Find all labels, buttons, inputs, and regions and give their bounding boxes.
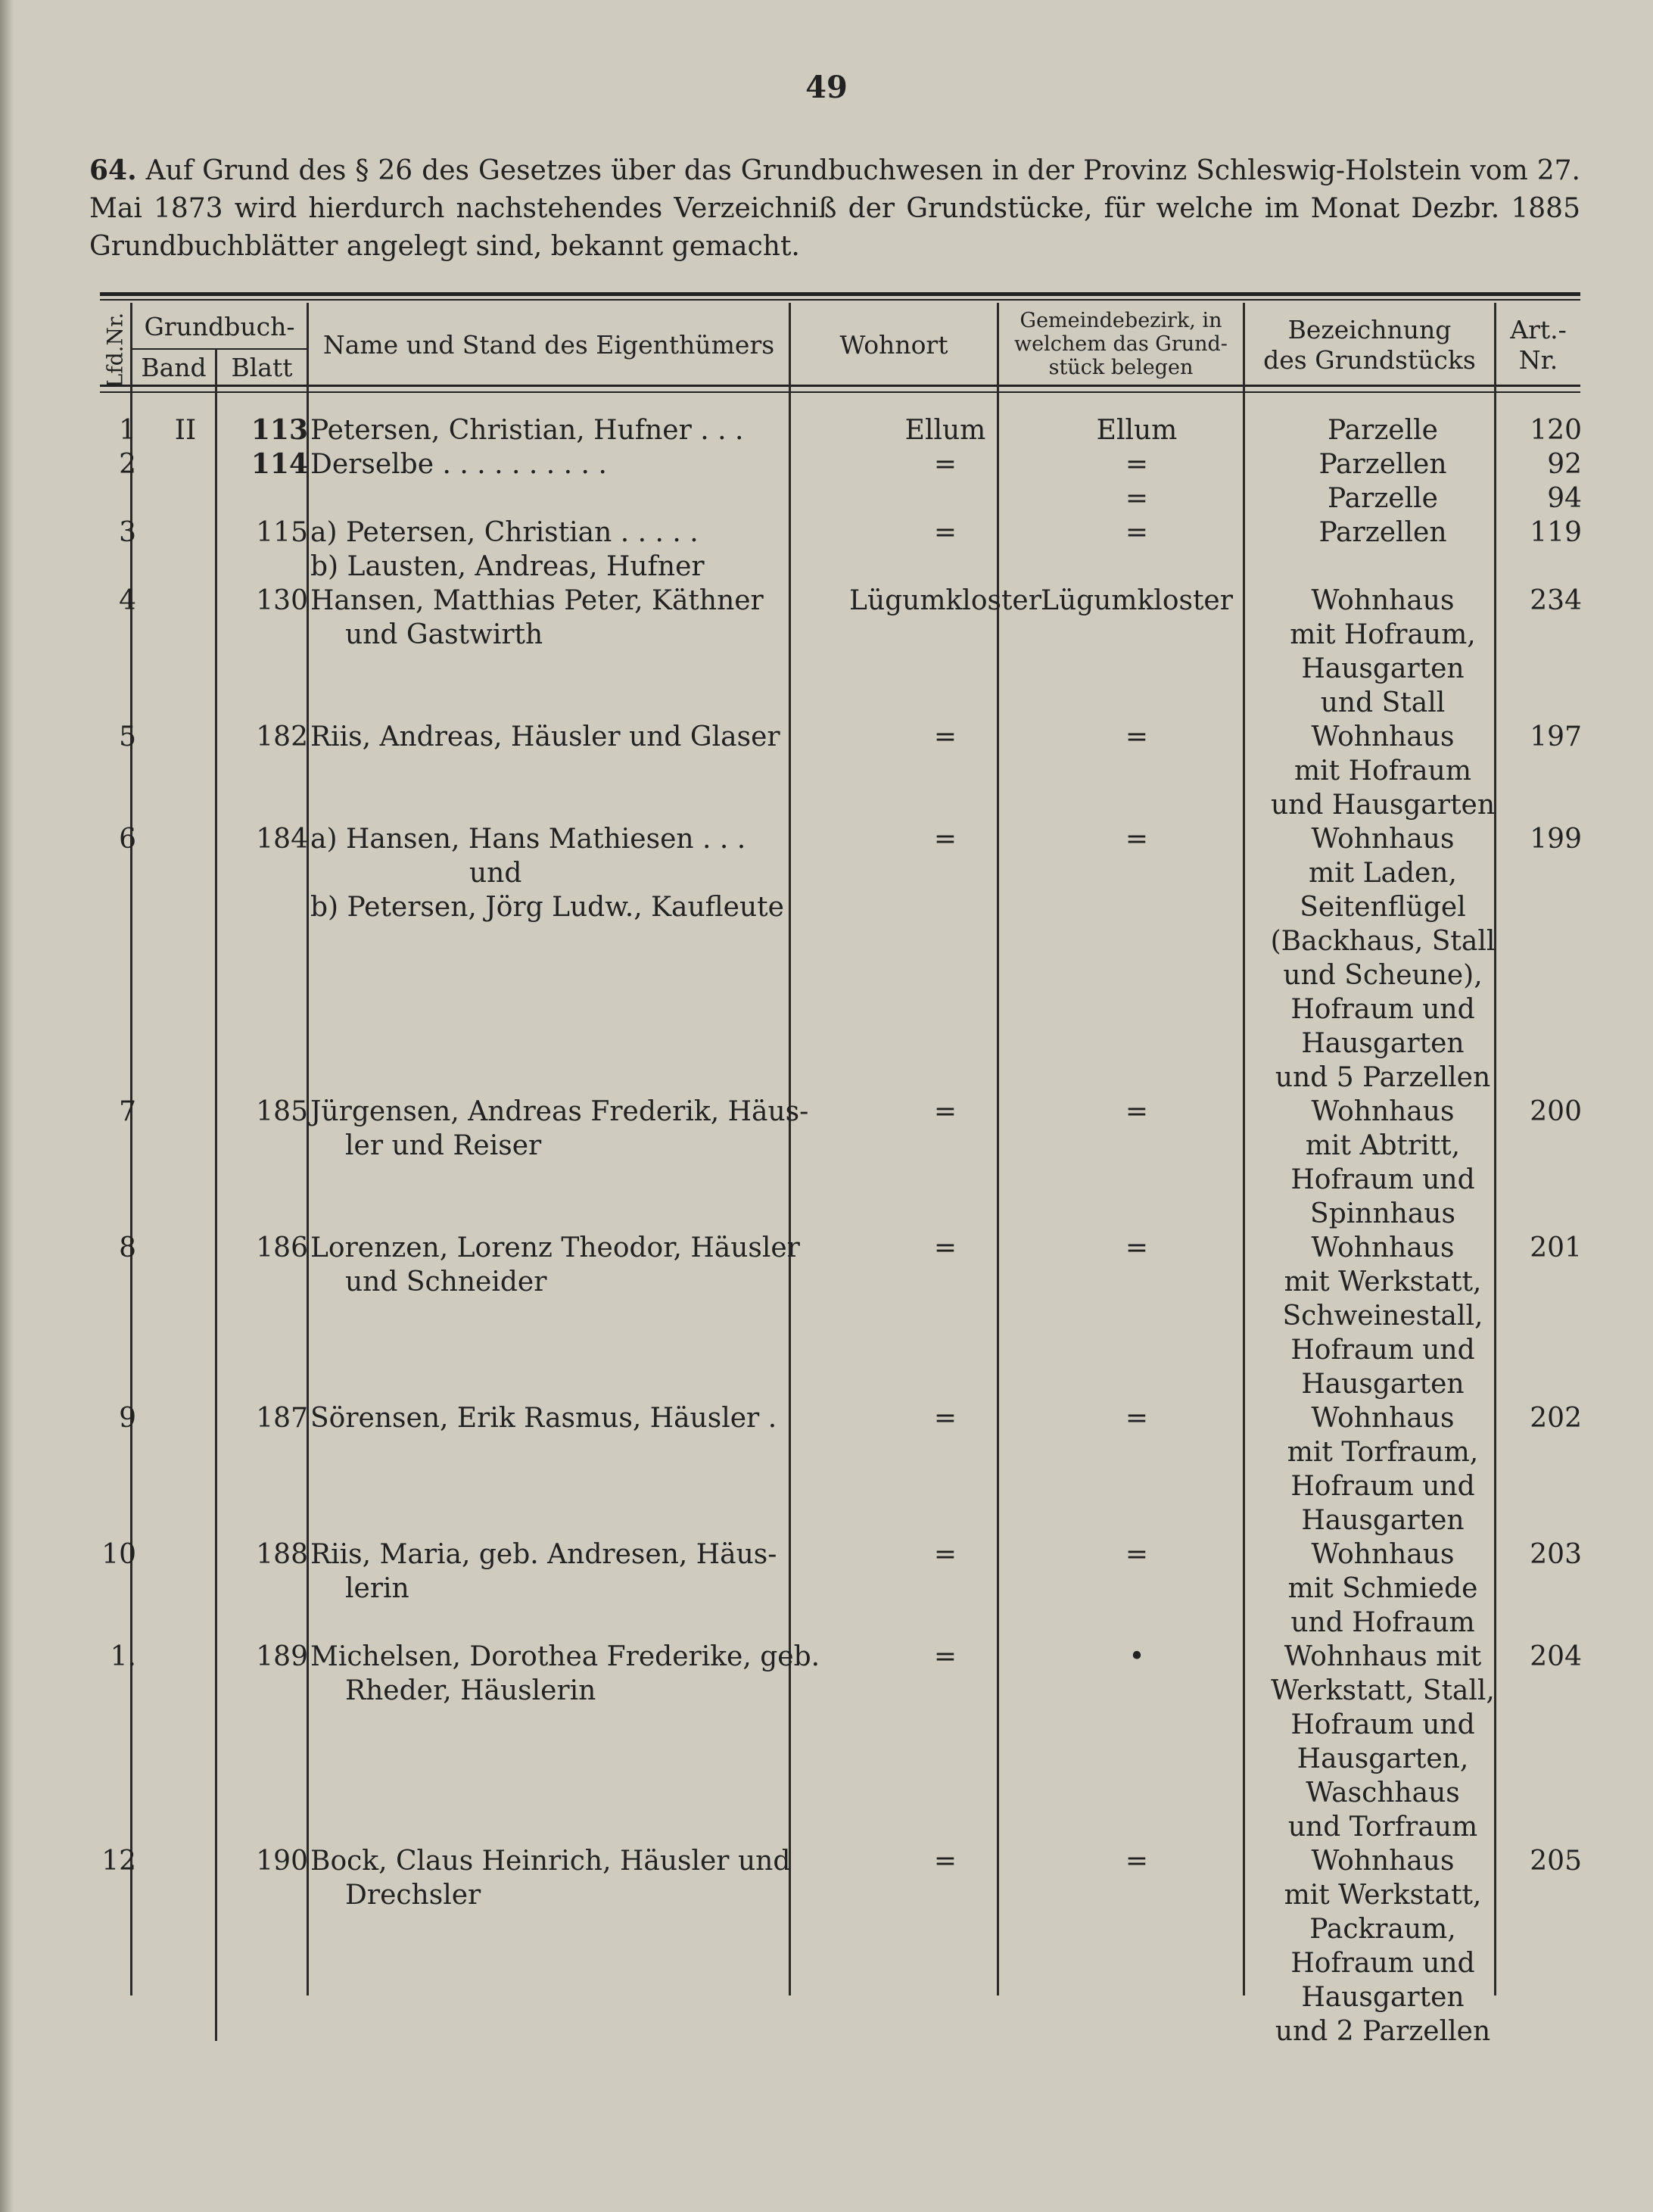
cell-bezeichnung-line: Hofraum und	[1290, 1471, 1475, 1502]
cell-blatt	[217, 1401, 308, 1435]
cell-name-line: und Schneider	[345, 1266, 547, 1298]
cell-bezeichnung-line: Hausgarten	[1301, 653, 1465, 684]
cell-bezeichnung-line: und Scheune),	[1283, 960, 1483, 991]
cell-blatt	[217, 447, 308, 481]
cell-name-line: Derselbe . . . . . . . . . .	[310, 449, 607, 480]
cell-blatt-line: 130	[256, 585, 308, 616]
cell-bezeichnung-line: mit Werkstatt,	[1284, 1880, 1482, 1911]
cell-name-line: Sörensen, Erik Rasmus, Häusler .	[310, 1403, 777, 1434]
cell-bezeichnung-line: Wohnhaus	[1311, 585, 1455, 616]
cell-bezeichnung	[1258, 720, 1508, 822]
cell-blatt-line: 186	[256, 1232, 308, 1263]
cell-bezeichnung	[1258, 1095, 1508, 1231]
cell-art-nr	[1491, 822, 1582, 856]
cell-wohnort-line: =	[933, 824, 957, 855]
header-gemeindebezirk: Gemeindebezirk, in welchem das Grund- stück belegen	[1014, 308, 1228, 379]
cell-bezeichnung-line: Wohnhaus	[1311, 1232, 1455, 1263]
cell-gemeindebezirk-line: =	[1125, 1403, 1149, 1434]
cell-name-line: a) Petersen, Christian . . . . .	[310, 517, 699, 548]
cell-bezeichnung	[1258, 1640, 1508, 1844]
intro-text: Auf Grund des § 26 des Gesetzes über das Grundbuchwesen in der Provinz Schleswig-Holstein vom 27. Mai 1873 wird hierdurch nachstehendes Verzeichniß der Grundstücke, für welche im Monat Dezbr. 1885 Grundbuchblätter angelegt sind, bekannt gemacht.	[89, 155, 1580, 262]
page-number: 49	[805, 70, 848, 105]
header-band: Band	[141, 353, 207, 382]
cell-bezeichnung-line: und Hofraum	[1290, 1607, 1475, 1638]
cell-art-nr-line: 119	[1530, 517, 1582, 548]
intro-paragraph	[89, 151, 1580, 266]
cell-art-nr-line: 94	[1547, 483, 1582, 514]
cell-gemeindebezirk	[985, 822, 1288, 856]
cell-name-line: a) Hansen, Hans Mathiesen . . .	[310, 824, 746, 855]
cell-lfd-nr-line: 2	[119, 449, 136, 480]
cell-band	[151, 413, 219, 447]
cell-lfd-nr-line: 6	[119, 824, 136, 855]
cell-bezeichnung	[1258, 1231, 1508, 1401]
cell-gemeindebezirk-line: =	[1125, 824, 1149, 855]
cell-gemeindebezirk-line: •	[1128, 1641, 1145, 1672]
cell-bezeichnung-line: Hausgarten	[1301, 1028, 1465, 1059]
cell-wohnort-line: =	[933, 1539, 957, 1570]
cell-gemeindebezirk-line: Lügumkloster	[1041, 585, 1233, 616]
cell-art-nr	[1491, 1095, 1582, 1129]
cell-gemeindebezirk	[985, 1640, 1288, 1674]
cell-blatt	[217, 1844, 308, 1878]
cell-bezeichnung-line: und Hausgarten	[1270, 790, 1496, 821]
cell-bezeichnung-line: Parzellen	[1318, 449, 1447, 480]
cell-name-line: und	[469, 858, 522, 889]
cell-lfd-nr-line: 8	[119, 1232, 136, 1263]
cell-gemeindebezirk-line: =	[1125, 1539, 1149, 1570]
cell-bezeichnung-line: Hofraum und	[1290, 1709, 1475, 1740]
cell-bezeichnung-line: Wohnhaus	[1311, 1403, 1455, 1434]
cell-art-nr	[1491, 516, 1582, 550]
cell-bezeichnung	[1258, 516, 1508, 550]
cell-gemeindebezirk	[985, 1401, 1288, 1435]
cell-blatt	[217, 822, 308, 856]
cell-name-line: b) Petersen, Jörg Ludw., Kaufleute	[310, 892, 784, 923]
cell-bezeichnung-line: Hofraum und	[1290, 1948, 1475, 1979]
cell-gemeindebezirk-line: =	[1125, 1232, 1149, 1263]
cell-gemeindebezirk-line: =	[1125, 1846, 1149, 1877]
cell-gemeindebezirk	[985, 1844, 1288, 1878]
cell-blatt	[217, 584, 308, 618]
cell-blatt	[217, 1537, 308, 1572]
cell-bezeichnung-line: mit Schmiede	[1287, 1573, 1478, 1604]
cell-lfd-nr-line: 4	[119, 585, 136, 616]
cell-lfd-nr	[100, 584, 136, 618]
cell-art-nr	[1491, 720, 1582, 754]
cell-bezeichnung-line: Wohnhaus	[1311, 1846, 1455, 1877]
cell-name-line: und Gastwirth	[345, 619, 543, 650]
page-edge-shadow	[0, 0, 14, 2212]
cell-wohnort-line: =	[933, 1096, 957, 1127]
cell-blatt-line: 188	[256, 1539, 308, 1570]
cell-art-nr-line: 199	[1530, 824, 1582, 855]
cell-blatt	[217, 720, 308, 754]
cell-gemeindebezirk	[985, 584, 1288, 618]
cell-bezeichnung-line: Seitenflügel	[1300, 892, 1466, 923]
cell-bezeichnung	[1258, 1401, 1508, 1537]
cell-gemeindebezirk	[985, 1537, 1288, 1572]
header-wohnort: Wohnort	[839, 330, 948, 360]
cell-gemeindebezirk	[985, 1231, 1288, 1265]
cell-lfd-nr	[100, 822, 136, 856]
cell-bezeichnung	[1258, 1844, 1508, 2048]
cell-blatt-line: 184	[256, 824, 308, 855]
cell-art-nr-line: 201	[1530, 1232, 1582, 1263]
cell-blatt-line: 113	[251, 414, 308, 446]
cell-lfd-nr	[100, 1231, 136, 1265]
cell-band-line: II	[174, 415, 197, 446]
cell-art-nr	[1491, 1401, 1582, 1435]
cell-lfd-nr	[100, 413, 136, 447]
cell-bezeichnung-line: Hofraum und	[1290, 1335, 1475, 1366]
cell-art-nr-line: 92	[1547, 449, 1582, 480]
cell-lfd-nr	[100, 1640, 136, 1674]
cell-gemeindebezirk-line: =	[1125, 721, 1149, 752]
cell-blatt	[217, 1095, 308, 1129]
cell-art-nr	[1491, 1844, 1582, 1878]
cell-lfd-nr-line: 1	[119, 415, 136, 446]
cell-lfd-nr-line: 9	[119, 1403, 136, 1434]
cell-bezeichnung-line: mit Hofraum	[1294, 756, 1471, 787]
cell-bezeichnung-line: Hausgarten	[1301, 1369, 1465, 1400]
cell-bezeichnung-line: Wohnhaus	[1311, 1096, 1455, 1127]
cell-bezeichnung-line: Schweinestall,	[1282, 1301, 1483, 1332]
cell-art-nr	[1491, 584, 1582, 618]
cell-wohnort-line: =	[933, 1641, 957, 1672]
cell-name-line: Lorenzen, Lorenz Theodor, Häusler	[310, 1232, 800, 1263]
cell-lfd-nr	[100, 1844, 136, 1878]
cell-blatt	[217, 1640, 308, 1674]
cell-bezeichnung-line: Waschhaus	[1306, 1777, 1460, 1809]
cell-bezeichnung-line: Spinnhaus	[1310, 1198, 1455, 1229]
cell-gemeindebezirk-line: Ellum	[1096, 415, 1178, 446]
cell-gemeindebezirk	[985, 447, 1288, 516]
header-bezeichnung: Bezeichnung des Grundstücks	[1263, 315, 1476, 375]
cell-bezeichnung-line: Wohnhaus	[1311, 824, 1455, 855]
cell-art-nr	[1491, 1537, 1582, 1572]
cell-wohnort-line: Ellum	[904, 415, 986, 446]
cell-art-nr-line: 204	[1530, 1641, 1582, 1672]
cell-name-line: Riis, Maria, geb. Andresen, Häus-	[310, 1539, 777, 1570]
header-lfd-nr: Lfd.Nr.	[102, 312, 128, 388]
cell-lfd-nr	[100, 1537, 136, 1572]
cell-bezeichnung-line: und 2 Parzellen	[1275, 2016, 1491, 2047]
cell-name-line: lerin	[345, 1573, 409, 1604]
cell-blatt-line: 114	[251, 448, 308, 480]
cell-bezeichnung-line: mit Hofraum,	[1290, 619, 1476, 650]
cell-blatt	[217, 413, 308, 447]
cell-lfd-nr-line: 5	[119, 721, 136, 752]
cell-bezeichnung-line: Werkstatt, Stall,	[1271, 1675, 1495, 1706]
cell-art-nr-line: 202	[1530, 1403, 1582, 1434]
cell-bezeichnung-line: Hofraum und	[1290, 994, 1475, 1025]
cell-name-line: Jürgensen, Andreas Frederik, Häus-	[310, 1096, 809, 1127]
cell-name-line: Drechsler	[345, 1880, 481, 1911]
cell-bezeichnung-line: Packraum,	[1309, 1914, 1456, 1945]
cell-bezeichnung	[1258, 822, 1508, 1095]
cell-art-nr	[1491, 413, 1582, 447]
cell-bezeichnung-line: Parzellen	[1318, 517, 1447, 548]
cell-blatt-line: 185	[256, 1096, 308, 1127]
cell-art-nr-line: 205	[1530, 1846, 1582, 1877]
cell-wohnort-line: =	[933, 449, 957, 480]
cell-wohnort-line: =	[933, 517, 957, 548]
cell-lfd-nr-line: 10	[101, 1539, 136, 1570]
cell-blatt-line: 189	[256, 1641, 308, 1672]
cell-lfd-nr	[100, 720, 136, 754]
cell-bezeichnung-line: Wohnhaus	[1311, 1539, 1455, 1570]
cell-wohnort-line: =	[933, 1232, 957, 1263]
cell-bezeichnung	[1258, 1537, 1508, 1640]
cell-lfd-nr-line: 12	[101, 1846, 136, 1877]
header-grundbuch: Grundbuch-	[144, 312, 295, 341]
cell-bezeichnung-line: mit Torfraum,	[1287, 1437, 1479, 1468]
cell-gemeindebezirk	[985, 1095, 1288, 1129]
cell-wohnort-line: =	[933, 1403, 957, 1434]
cell-name-line: b) Lausten, Andreas, Hufner	[310, 551, 705, 582]
cell-art-nr	[1491, 1231, 1582, 1265]
cell-bezeichnung-line: (Backhaus, Stall	[1270, 926, 1496, 957]
register-table	[100, 292, 1582, 2047]
cell-lfd-nr	[100, 516, 136, 550]
cell-bezeichnung-line: mit Laden,	[1309, 858, 1457, 889]
cell-blatt-line: 115	[256, 517, 308, 548]
cell-wohnort-line: =	[933, 1846, 957, 1877]
cell-bezeichnung-line: und 5 Parzellen	[1275, 1062, 1491, 1093]
cell-bezeichnung-line: Wohnhaus	[1311, 721, 1455, 752]
cell-bezeichnung-line: mit Werkstatt,	[1284, 1266, 1482, 1298]
intro-number: 64.	[89, 154, 137, 186]
table-body	[100, 292, 1582, 2047]
header-name: Name und Stand des Eigenthümers	[322, 330, 775, 360]
cell-bezeichnung-line: Parzelle	[1328, 483, 1438, 514]
cell-name-line: Bock, Claus Heinrich, Häusler und	[310, 1846, 791, 1877]
cell-blatt	[217, 1231, 308, 1265]
cell-bezeichnung-line: Hausgarten	[1301, 1982, 1465, 2013]
cell-bezeichnung-line: Hausgarten	[1301, 1505, 1465, 1536]
header-blatt: Blatt	[231, 353, 293, 382]
cell-gemeindebezirk	[985, 720, 1288, 754]
cell-gemeindebezirk-line: =	[1125, 517, 1149, 548]
cell-gemeindebezirk-line: =	[1125, 483, 1149, 514]
cell-lfd-nr-line: 7	[119, 1096, 136, 1127]
cell-bezeichnung	[1258, 447, 1508, 516]
cell-wohnort-line: =	[933, 721, 957, 752]
cell-name-line: Michelsen, Dorothea Frederike, geb.	[310, 1641, 820, 1672]
cell-bezeichnung-line: und Stall	[1320, 687, 1446, 718]
cell-art-nr-line: 120	[1530, 415, 1582, 446]
cell-bezeichnung-line: Hofraum und	[1290, 1164, 1475, 1195]
cell-name-line: ler und Reiser	[345, 1130, 542, 1161]
cell-bezeichnung-line: Wohnhaus mit	[1284, 1641, 1482, 1672]
cell-art-nr-line: 200	[1530, 1096, 1582, 1127]
cell-blatt-line: 182	[256, 721, 308, 752]
cell-art-nr-line: 203	[1530, 1539, 1582, 1570]
cell-art-nr-line: 197	[1530, 721, 1582, 752]
cell-name-line: Riis, Andreas, Häusler und Glaser	[310, 721, 780, 752]
cell-lfd-nr-line: 1.	[110, 1641, 136, 1672]
cell-bezeichnung-line: Hausgarten,	[1297, 1743, 1469, 1774]
cell-name-line: Hansen, Matthias Peter, Käthner	[310, 585, 764, 616]
cell-blatt	[217, 516, 308, 550]
cell-gemeindebezirk-line: =	[1125, 449, 1149, 480]
cell-art-nr	[1491, 447, 1582, 516]
cell-gemeindebezirk	[985, 413, 1288, 447]
cell-gemeindebezirk	[985, 516, 1288, 550]
cell-art-nr	[1491, 1640, 1582, 1674]
cell-lfd-nr	[100, 447, 136, 481]
cell-lfd-nr	[100, 1095, 136, 1129]
cell-art-nr-line: 234	[1530, 585, 1582, 616]
cell-bezeichnung	[1258, 584, 1508, 720]
cell-wohnort-line: Lügumkloster	[849, 585, 1041, 616]
cell-blatt-line: 190	[256, 1846, 308, 1877]
cell-name-line: Petersen, Christian, Hufner . . .	[310, 415, 744, 446]
cell-gemeindebezirk-line: =	[1125, 1096, 1149, 1127]
header-art-nr: Art.- Nr.	[1510, 315, 1567, 375]
cell-lfd-nr	[100, 1401, 136, 1435]
cell-bezeichnung	[1258, 413, 1508, 447]
cell-bezeichnung-line: Parzelle	[1328, 415, 1438, 446]
cell-bezeichnung-line: mit Abtritt,	[1305, 1130, 1461, 1161]
cell-lfd-nr-line: 3	[119, 517, 136, 548]
cell-name-line: Rheder, Häuslerin	[345, 1675, 596, 1706]
cell-blatt-line: 187	[256, 1403, 308, 1434]
cell-bezeichnung-line: und Torfraum	[1287, 1812, 1478, 1843]
